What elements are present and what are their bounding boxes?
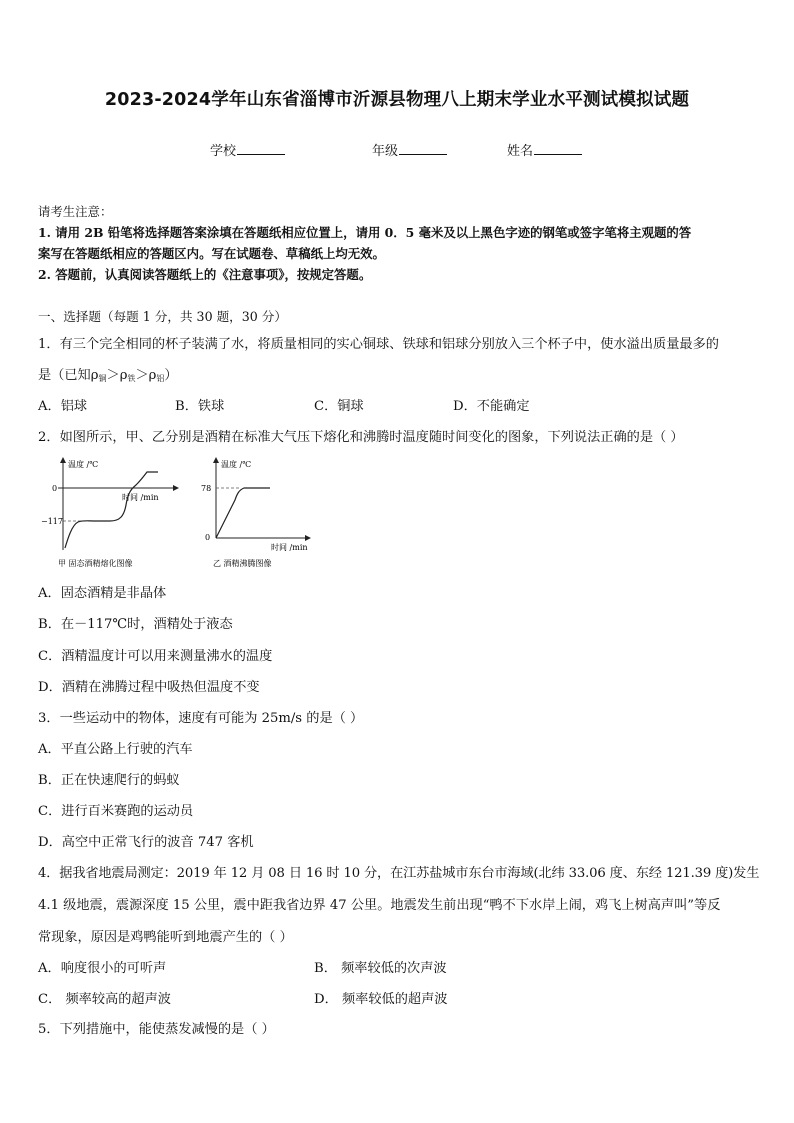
melting-ylabel: 温度 /℃ [68,460,99,469]
melting-caption: 甲 固态酒精熔化图像 [58,559,133,568]
melting-graph [41,458,178,568]
melting-tick-zero: 0 [52,484,58,493]
q2-stem: 2．如图所示，甲、乙分别是酒精在标准大气压下熔化和沸腾时温度随时间变化的图象，下列说法正确的是（ ） [38,430,684,445]
q1-stem-b-post: ） [164,368,178,383]
q4-stem-a: 4．据我省地震局测定：2019 年 12 月 08 日 16 时 10 分，在江苏盐城市东台市海域(北纬 33.06 度、东经 121.39 度)发生 [38,866,760,881]
q1-stem-a: 1．有三个完全相同的杯子装满了水，将质量相同的实心铜球、铁球和铝球分别放入三个杯子中，使水溢出质量最多的 [38,337,719,352]
q2-figure-svg [38,450,328,575]
q2-option-a: A．固态酒精是非晶体 [38,586,167,601]
boiling-graph [201,458,310,568]
name-blank [534,140,582,155]
grade-label: 年级 [372,144,399,159]
boiling-ylabel: 温度 /℃ [221,460,252,469]
q3-option-a: A．平直公路上行驶的汽车 [38,742,193,757]
q1-sub-cu: 铜 [98,374,107,383]
q1-gt1: ＞ρ [106,368,128,383]
q5-stem: 5．下列措施中，能使蒸发减慢的是（ ） [38,1022,275,1037]
name-label: 姓名 [507,144,534,159]
melting-tick-value: −117 [41,517,63,526]
boiling-caption: 乙 酒精沸腾图像 [213,559,272,568]
q2-figures [38,450,328,579]
q1-option-b: B．铁球 [175,399,225,414]
school-blank [237,140,285,155]
q1-option-c: C．铜球 [314,399,364,414]
q2-option-b: B．在－117℃时，酒精处于液态 [38,617,233,632]
boiling-curve [216,488,270,538]
q2-option-c: C．酒精温度计可以用来测量沸水的温度 [38,649,273,664]
name-field [507,140,582,159]
q4-option-b: B． 频率较低的次声波 [314,961,447,976]
melting-curve [65,472,158,548]
q1-option-d: D．不能确定 [453,399,530,414]
q2-option-d: D．酒精在沸腾过程中吸热但温度不变 [38,680,260,695]
grade-blank [399,140,447,155]
q1-stem-b [38,364,178,384]
q3-option-d: D．高空中正常飞行的波音 747 客机 [38,835,254,850]
q1-sub-al: 铝 [156,374,165,383]
section-heading: 一、选择题（每题 1 分，共 30 题，30 分） [38,309,287,324]
q4-option-c: C． 频率较高的超声波 [38,992,171,1007]
notice-line-2: 2. 答题前，认真阅读答题纸上的《注意事项》，按规定答题。 [38,267,372,282]
q4-option-d: D． 频率较低的超声波 [314,992,448,1007]
school-label: 学校 [210,144,237,159]
q1-option-a: A．铝球 [38,399,88,414]
boiling-tick-zero: 0 [205,533,211,542]
boiling-xlabel: 时间 /min [271,543,308,552]
q4-stem-c: 常现象，原因是鸡鸭能听到地震产生的（ ） [38,930,293,945]
boiling-tick-top: 78 [201,484,212,493]
melting-xlabel: 时间 /min [122,493,159,502]
q1-sub-fe: 铁 [127,374,136,383]
q4-option-a: A．响度很小的可听声 [38,961,167,976]
q1-gt2: ＞ρ [135,368,157,383]
grade-field [372,140,447,159]
q3-option-b: B．正在快速爬行的蚂蚁 [38,773,180,788]
school-field [210,140,285,159]
notice-heading: 请考生注意： [38,204,113,219]
notice-line-1b: 案写在答题纸相应的答题区内。写在试题卷、草稿纸上均无效。 [38,246,385,261]
q4-stem-b: 4.1 级地震，震源深度 15 公里，震中距我省边界 47 公里。地震发生前出现“鸭不下水岸上闹，鸡飞上树高声叫”等反 [38,898,721,913]
page-title: 2023-2024学年山东省淄博市沂源县物理八上期末学业水平测试模拟试题 [104,90,690,110]
q1-stem-b-pre: 是（已知ρ [38,368,99,383]
q3-option-c: C．进行百米赛跑的运动员 [38,804,194,819]
q3-stem: 3．一些运动中的物体，速度有可能为 25m/s 的是（ ） [38,711,364,726]
notice-line-1a: 1. 请用 2B 铅笔将选择题答案涂填在答题纸相应位置上，请用 0．5 毫米及以上黑色字迹的钢笔或签字笔将主观题的答 [38,225,692,240]
